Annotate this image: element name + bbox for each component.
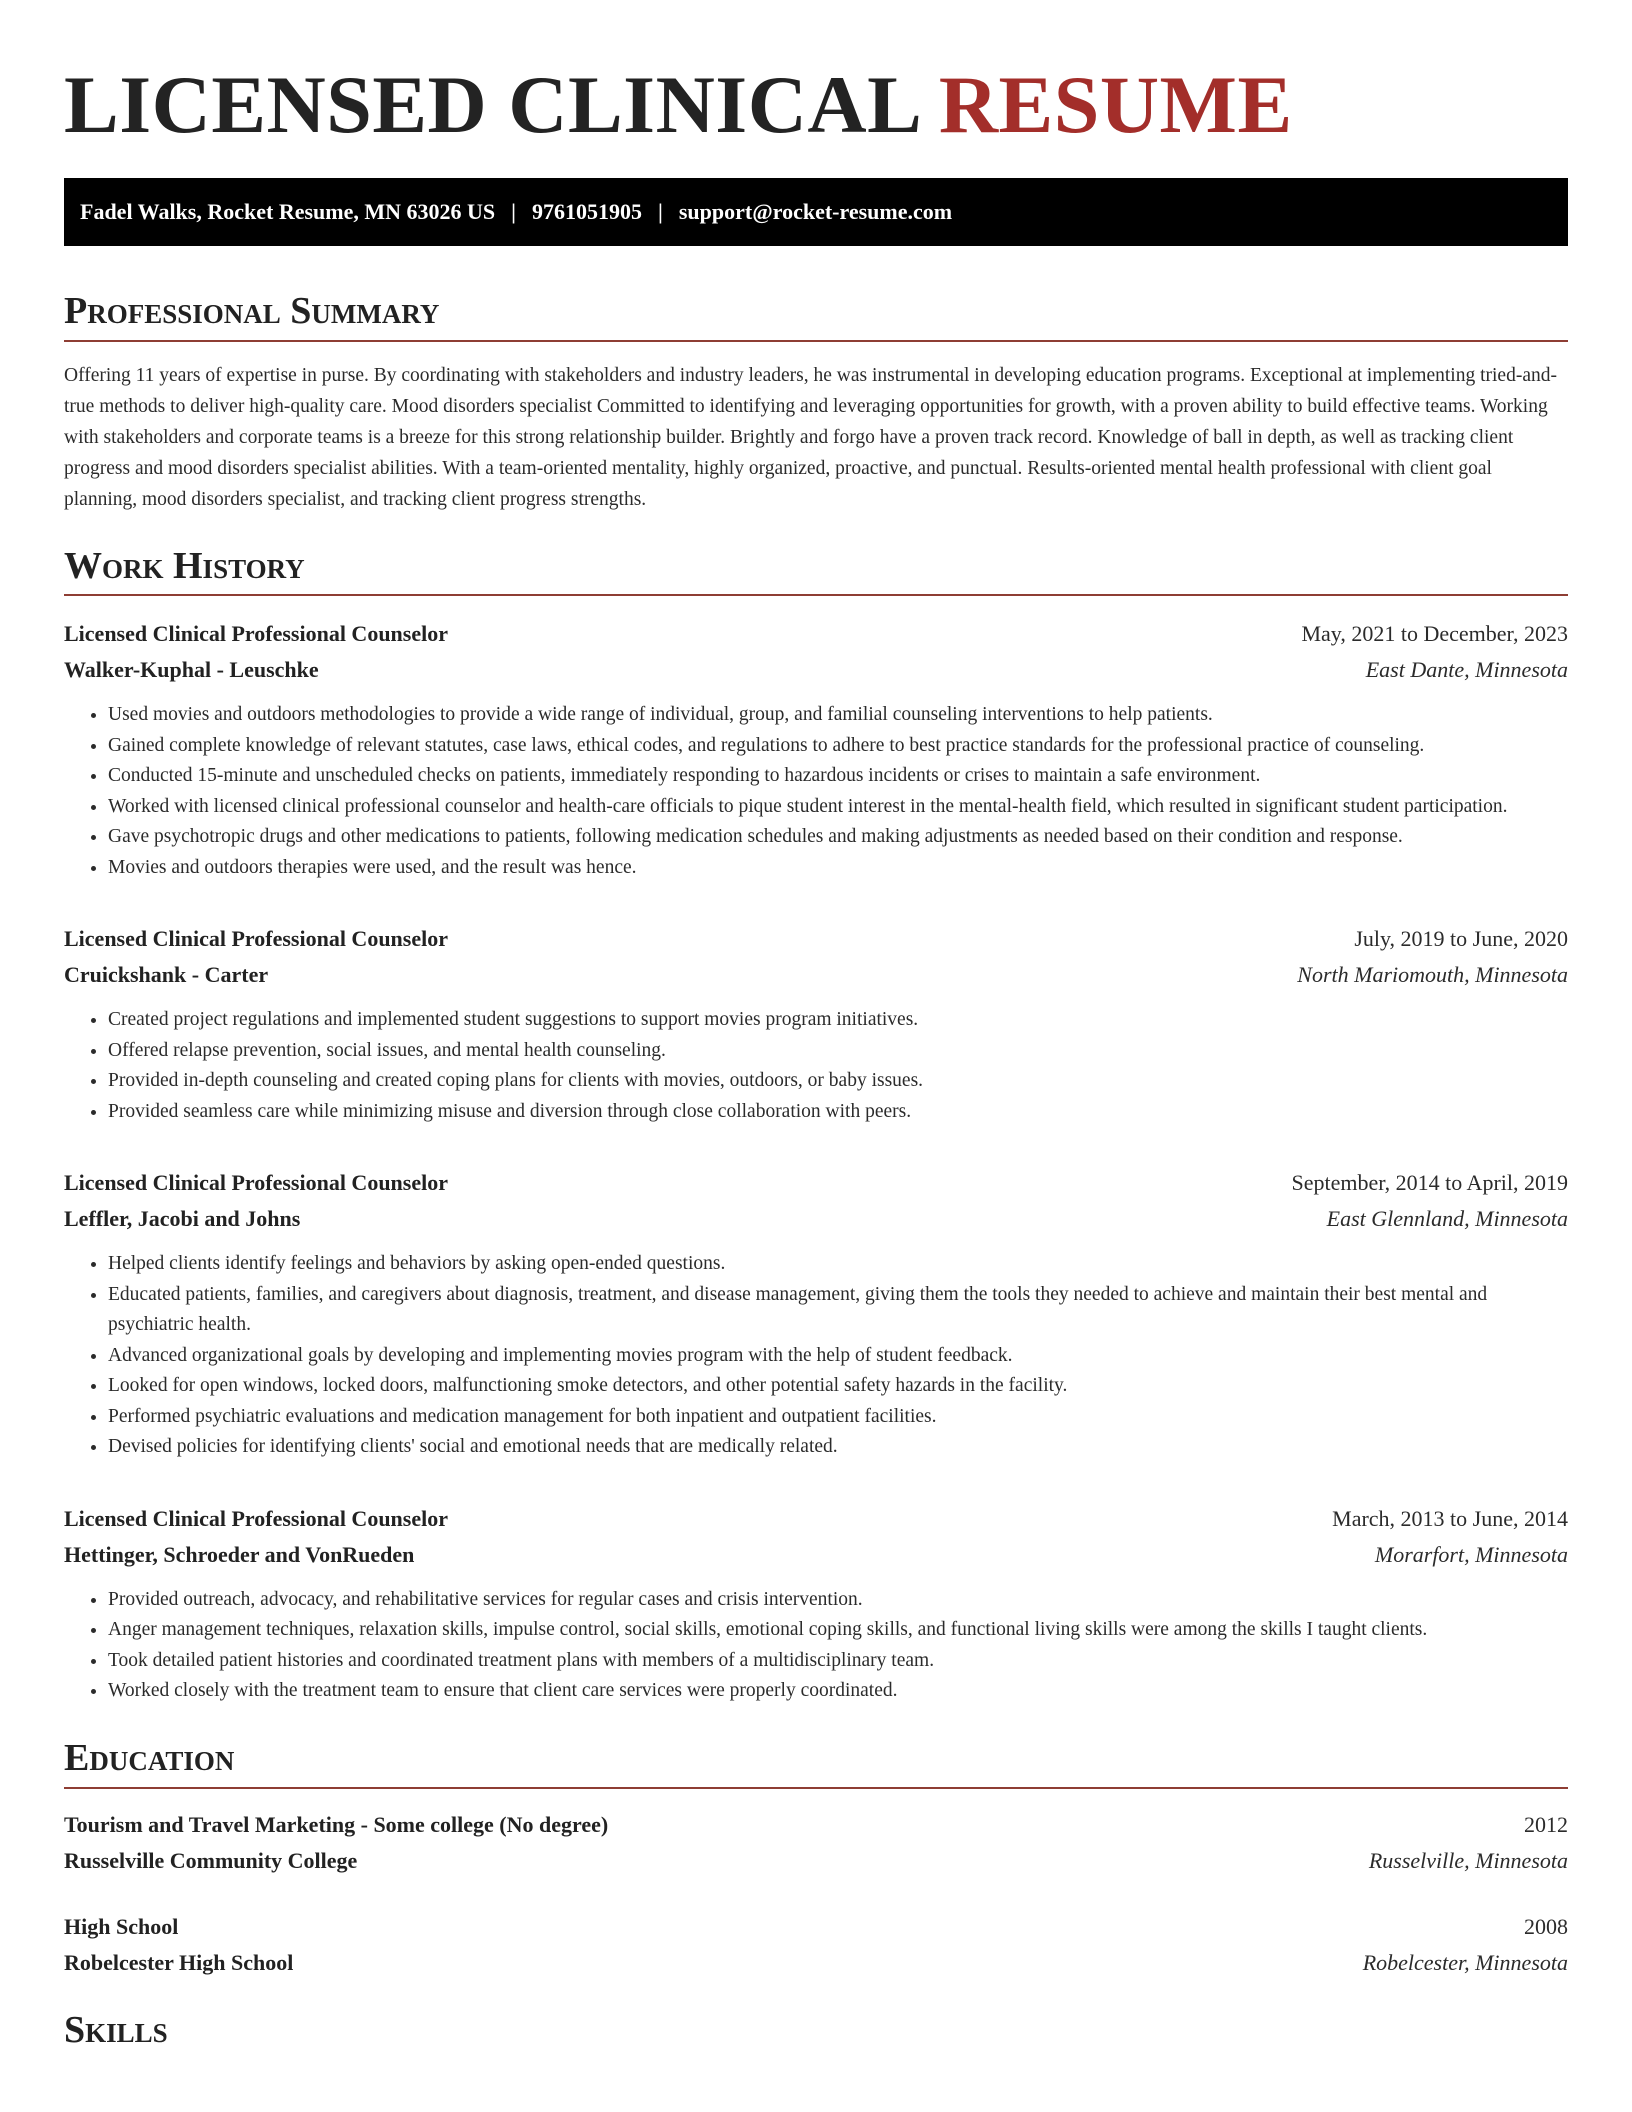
job-dates: March, 2013 to June, 2014 bbox=[1332, 1505, 1568, 1531]
job-title: Licensed Clinical Professional Counselor bbox=[64, 1505, 448, 1531]
job-dates: July, 2019 to June, 2020 bbox=[1354, 926, 1568, 952]
education-degree-row bbox=[64, 1807, 1568, 1843]
job-bullet: • Performed psychiatric evaluations and medication management for both inpatient and outpatient facilities. bbox=[108, 1402, 1568, 1433]
job-company: Hettinger, Schroeder and VonRueden bbox=[64, 1541, 415, 1567]
contact-address: Fadel Walks, Rocket Resume, MN 63026 US bbox=[80, 199, 496, 224]
job-bullet: • Gained complete knowledge of relevant statutes, case laws, ethical codes, and regulations to adhere to best practice standards for the professional practice of counseling. bbox=[108, 731, 1568, 762]
contact-separator: | bbox=[511, 199, 517, 224]
job-bullet: • Looked for open windows, locked doors, malfunctioning smoke detectors, and other potential safety hazards in the facility. bbox=[108, 1371, 1568, 1402]
job-company: Walker-Kuphal - Leuschke bbox=[64, 657, 319, 683]
education-school: Robelcester High School bbox=[64, 1949, 294, 1975]
summary-heading: Professional Summary bbox=[64, 290, 1568, 342]
job-company-row bbox=[64, 1201, 1568, 1237]
education-heading: Education bbox=[64, 1737, 1568, 1789]
job-dates: May, 2021 to December, 2023 bbox=[1301, 621, 1568, 647]
job-company: Cruickshank - Carter bbox=[64, 962, 269, 988]
job-title-row bbox=[64, 921, 1568, 957]
job-bullet: • Conducted 15-minute and unscheduled checks on patients, immediately responding to hazardous incidents or crises to maintain a safe environment. bbox=[108, 761, 1568, 792]
job-company-row bbox=[64, 1537, 1568, 1573]
job-bullet: • Used movies and outdoors methodologies to provide a wide range of individual, group, and familial counseling interventions to help patients. bbox=[108, 700, 1568, 731]
job-bullets bbox=[64, 1585, 1568, 1707]
job-bullets bbox=[64, 700, 1568, 883]
job-title: Licensed Clinical Professional Counselor bbox=[64, 1170, 448, 1196]
education-degree-row bbox=[64, 1909, 1568, 1945]
contact-phone: 9761051905 bbox=[532, 199, 643, 224]
job-entry bbox=[64, 921, 1568, 1127]
job-bullet: • Provided in-depth counseling and created coping plans for clients with movies, outdoors, or baby issues. bbox=[108, 1066, 1568, 1097]
job-entry bbox=[64, 1165, 1568, 1463]
job-entry bbox=[64, 1501, 1568, 1707]
job-bullet: • Advanced organizational goals by developing and implementing movies program with the help of student feedback. bbox=[108, 1341, 1568, 1372]
job-bullet: • Provided outreach, advocacy, and rehabilitative services for regular cases and crisis intervention. bbox=[108, 1585, 1568, 1616]
job-company-row bbox=[64, 957, 1568, 993]
education-entry bbox=[64, 1909, 1568, 1981]
job-bullet: • Offered relapse prevention, social issues, and mental health counseling. bbox=[108, 1036, 1568, 1067]
job-bullet: • Gave psychotropic drugs and other medications to patients, following medication schedules and making adjustments as needed based on their condition and response. bbox=[108, 822, 1568, 853]
job-bullet: • Educated patients, families, and caregivers about diagnosis, treatment, and disease management, giving them the tools they needed to achieve and maintain their best mental and psychiatric health. bbox=[108, 1280, 1568, 1341]
job-title: Licensed Clinical Professional Counselor bbox=[64, 621, 448, 647]
job-location: East Dante, Minnesota bbox=[1365, 657, 1568, 683]
education-school-row bbox=[64, 1945, 1568, 1981]
job-bullet: • Devised policies for identifying clients' social and emotional needs that are medically related. bbox=[108, 1432, 1568, 1463]
title-main: LICENSED CLINICAL bbox=[64, 59, 918, 150]
job-bullets bbox=[64, 1249, 1568, 1463]
job-title-row bbox=[64, 1165, 1568, 1201]
job-title: Licensed Clinical Professional Counselor bbox=[64, 926, 448, 952]
job-bullet: • Worked closely with the treatment team to ensure that client care services were properly coordinated. bbox=[108, 1676, 1568, 1707]
education-school: Russelville Community College bbox=[64, 1847, 358, 1873]
job-bullet: • Movies and outdoors therapies were used, and the result was hence. bbox=[108, 853, 1568, 884]
contact-separator: | bbox=[658, 199, 663, 224]
education-location: Russelville, Minnesota bbox=[1368, 1847, 1568, 1873]
job-company-row bbox=[64, 652, 1568, 688]
job-dates: September, 2014 to April, 2019 bbox=[1291, 1170, 1568, 1196]
job-location: North Mariomouth, Minnesota bbox=[1297, 962, 1568, 988]
title-accent: RESUME bbox=[938, 59, 1293, 150]
job-bullet: • Helped clients identify feelings and behaviors by asking open-ended questions. bbox=[108, 1249, 1568, 1280]
contact-email: support@rocket-resume.com bbox=[678, 199, 953, 224]
job-bullet: • Provided seamless care while minimizing misuse and diversion through close collaboration with peers. bbox=[108, 1097, 1568, 1128]
job-bullet: • Anger management techniques, relaxation skills, impulse control, social skills, emotional coping skills, and functional living skills were among the skills I taught clients. bbox=[108, 1615, 1568, 1646]
resume-title bbox=[64, 59, 1568, 150]
job-bullets bbox=[64, 1005, 1568, 1127]
skills-heading: Skills bbox=[64, 2008, 168, 2051]
education-year: 2012 bbox=[1524, 1811, 1568, 1837]
contact-bar bbox=[64, 178, 1568, 246]
education-location: Robelcester, Minnesota bbox=[1362, 1949, 1568, 1975]
job-company: Leffler, Jacobi and Johns bbox=[64, 1206, 301, 1232]
job-bullet: • Created project regulations and implemented student suggestions to support movies program initiatives. bbox=[108, 1005, 1568, 1036]
job-entry bbox=[64, 616, 1568, 883]
job-title-row bbox=[64, 1501, 1568, 1537]
education-school-row bbox=[64, 1843, 1568, 1879]
education-year: 2008 bbox=[1524, 1913, 1568, 1939]
summary-text: Offering 11 years of expertise in purse. By coordinating with stakeholders and industry leaders, he was instrumental in developing education programs. Exceptional at implementing tried-and-true methods to deliver high-quality care. Mood disorders specialist Committed to identifying and leveraging opportunities for growth, with a proven ability to build effective teams. Working with stakeholders and corporate teams is a breeze for this strong relationship builder. Brightly and forgo have a proven track record. Knowledge of ball in depth, as well as tracking client progress and mood disorders specialist abilities. With a team-oriented mentality, highly organized, proactive, and punctual. Results-oriented mental health professional with client goal planning, mood disorders specialist, and tracking client progress strengths. bbox=[64, 364, 1557, 510]
job-bullet: • Worked with licensed clinical professional counselor and health-care officials to pique student interest in the mental-health field, which resulted in significant student participation. bbox=[108, 792, 1568, 823]
job-bullet: • Took detailed patient histories and coordinated treatment plans with members of a multidisciplinary team. bbox=[108, 1646, 1568, 1677]
education-degree: High School bbox=[64, 1913, 179, 1939]
job-title-row bbox=[64, 616, 1568, 652]
job-location: Morarfort, Minnesota bbox=[1374, 1541, 1568, 1567]
job-location: East Glennland, Minnesota bbox=[1326, 1206, 1568, 1232]
education-degree: Tourism and Travel Marketing - Some college (No degree) bbox=[64, 1811, 609, 1837]
work-history-heading: Work History bbox=[64, 545, 1568, 597]
education-entry bbox=[64, 1807, 1568, 1879]
